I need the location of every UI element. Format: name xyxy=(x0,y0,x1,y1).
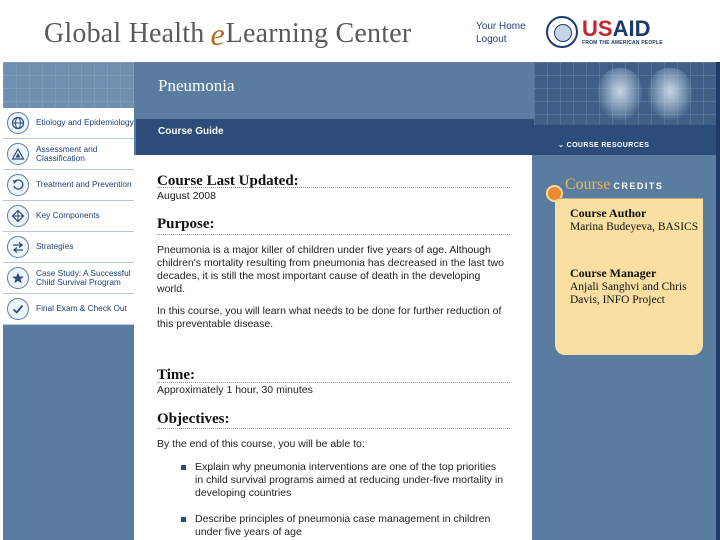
logo-text-learning-center: Learning Center xyxy=(225,18,412,49)
objective-item: Describe principles of pneumonia case management in children under five years of age xyxy=(181,513,506,539)
objective-item: Explain why pneumonia interventions are one of the top priorities in child survival programs aimed at reducing under-five mortality in developing countries xyxy=(181,461,506,500)
divider xyxy=(157,428,510,429)
credits-header xyxy=(555,172,703,198)
lung-left-image xyxy=(598,68,642,120)
chevron-down-icon: ⌄ xyxy=(558,142,565,149)
sidebar-item-final-exam[interactable] xyxy=(3,294,134,325)
objectives-heading: Objectives: xyxy=(157,411,230,427)
purpose-paragraph-2: In this course, you will learn what needs to be done for further reduction of this preventable disease. xyxy=(157,305,502,330)
sidebar xyxy=(3,108,134,540)
sidebar-item-label: Assessment and Classification xyxy=(36,143,98,163)
right-column xyxy=(532,155,716,540)
check-icon xyxy=(7,298,29,320)
course-author-label: Course Author xyxy=(570,206,647,220)
sidebar-item-label: Strategies xyxy=(36,241,74,252)
xray-image xyxy=(534,62,716,125)
sidebar-item-etiology[interactable] xyxy=(3,108,134,139)
usaid-seal-icon xyxy=(546,16,578,48)
sidebar-nav xyxy=(3,108,134,325)
site-header xyxy=(0,0,720,62)
sidebar-item-label: Treatment and Prevention xyxy=(36,179,132,190)
course-manager-label: Course Manager xyxy=(570,266,657,280)
sidebar-item-key-components[interactable] xyxy=(3,201,134,232)
divider xyxy=(157,187,510,188)
usaid-tagline: FROM THE AMERICAN PEOPLE xyxy=(582,40,663,46)
cycle-icon xyxy=(7,174,29,196)
arrows-icon xyxy=(7,236,29,258)
time-heading: Time: xyxy=(157,367,196,383)
logo-e-mark: e xyxy=(210,15,225,52)
right-edge xyxy=(716,62,720,540)
credits-divider xyxy=(555,198,703,199)
last-updated-value: August 2008 xyxy=(157,190,216,202)
globe-icon xyxy=(7,112,29,134)
credits-title xyxy=(565,176,663,194)
main-content xyxy=(134,155,532,540)
sidebar-item-assessment[interactable] xyxy=(3,139,134,170)
divider xyxy=(157,234,510,235)
page-title: Pneumonia xyxy=(158,76,235,95)
sidebar-item-label: Etiology and Epidemiology xyxy=(36,117,134,128)
sidebar-item-label: Case Study: A Successful Child Survival Program xyxy=(36,267,131,287)
course-resources-label[interactable] xyxy=(558,141,649,149)
course-manager-value: Anjali Sanghvi and Chris Davis, INFO Project xyxy=(570,281,687,306)
triangle-icon xyxy=(7,143,29,165)
course-author-value: Marina Budeyeva, BASICS xyxy=(570,221,699,233)
sidebar-item-strategies[interactable] xyxy=(3,232,134,263)
credits-title-word: Course xyxy=(565,176,611,193)
sidebar-item-treatment[interactable] xyxy=(3,170,134,201)
credits-title-caps: CREDITS xyxy=(613,181,664,191)
course-guide-strip xyxy=(136,119,536,155)
course-resources-menu[interactable] xyxy=(534,125,716,155)
sidebar-item-label: Final Exam & Check Out xyxy=(36,303,127,314)
title-band-pattern xyxy=(3,62,134,108)
site-logo[interactable] xyxy=(44,14,411,54)
purpose-paragraph-1: Pneumonia is a major killer of children under five years of age. Although children's mortality resulting from pneumonia has decreased in the last two decades, it is still the most important cause of death in the developing world. xyxy=(157,244,504,295)
divider xyxy=(157,382,510,383)
objectives-intro: By the end of this course, you will be able to: xyxy=(157,438,365,450)
time-value: Approximately 1 hour, 30 minutes xyxy=(157,384,313,396)
course-credits-panel xyxy=(555,172,703,355)
sidebar-item-case-study[interactable] xyxy=(3,263,134,294)
sidebar-item-label: Key Components xyxy=(36,210,100,221)
last-updated-heading: Course Last Updated: xyxy=(157,173,299,189)
logout-link[interactable]: Logout xyxy=(476,34,507,45)
header-links xyxy=(476,20,526,46)
lung-right-image xyxy=(648,68,692,120)
logo-text-global-health: Global Health xyxy=(44,18,205,49)
usaid-logo xyxy=(546,16,663,48)
usaid-us: US xyxy=(582,16,613,41)
usaid-aid: AID xyxy=(612,16,651,41)
star-icon xyxy=(7,267,29,289)
grid-icon xyxy=(7,205,29,227)
credits-badge-icon xyxy=(546,185,563,202)
course-guide-label: Course Guide xyxy=(158,126,224,137)
purpose-heading: Purpose: xyxy=(157,216,215,232)
course-resources-text: COURSE RESOURCES xyxy=(566,142,650,149)
your-home-link[interactable]: Your Home xyxy=(476,21,526,32)
